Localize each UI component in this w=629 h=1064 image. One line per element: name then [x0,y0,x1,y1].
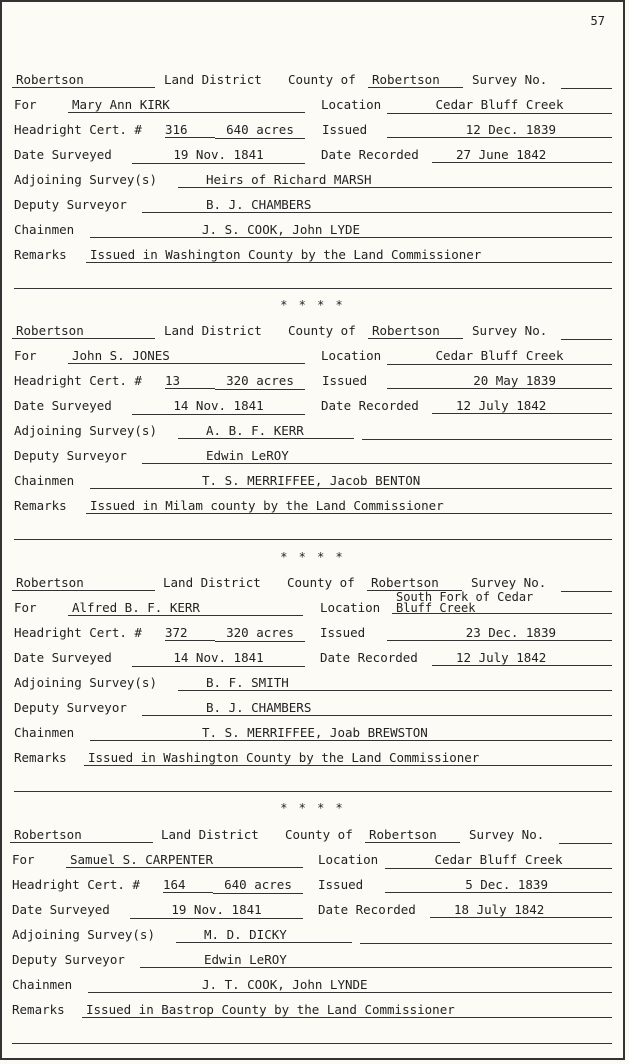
adjoining-field: M. D. DICKY [176,927,352,943]
remarks-continuation-line [14,523,612,540]
remarks-label: Remarks [14,750,67,765]
chainmen-field: J. S. COOK, John LYDE [90,222,612,238]
for-field: Alfred B. F. KERR [68,600,303,616]
headright-label: Headright Cert. # [12,877,140,892]
remarks-field: Issued in Washington County by the Land Commissioner [86,247,612,263]
record-separator: * * * * [280,801,345,815]
chainmen-label: Chainmen [12,977,73,992]
adjoining-field: A. B. F. KERR [178,423,354,439]
date-surveyed-label: Date Surveyed [14,650,112,665]
date-recorded-label: Date Recorded [320,650,418,665]
location-label: Location [320,600,381,615]
remarks-field: Issued in Bastrop County by the Land Commissioner [82,1002,612,1018]
deputy-surveyor-label: Deputy Surveyor [14,448,127,463]
remarks-label: Remarks [14,247,67,262]
chainmen-field: T. S. MERRIFFEE, Joab BREWSTON [90,725,612,741]
issued-label: Issued [322,122,368,137]
survey-no-label: Survey No. [471,575,547,590]
acres-field: 320 acres [215,625,305,642]
date-surveyed-label: Date Surveyed [12,902,110,917]
county-field: Robertson [368,323,463,339]
county-field: Robertson [368,72,463,88]
remarks-label: Remarks [12,1002,65,1017]
page-number: 57 [590,14,605,28]
land-district-label: Land District [164,323,262,338]
headright-label: Headright Cert. # [14,625,142,640]
issued-label: Issued [320,625,366,640]
acres-field: 640 acres [213,877,303,894]
for-label: For [14,348,37,363]
date-surveyed-field: 19 Nov. 1841 [132,147,305,164]
location-label: Location [321,348,382,363]
adjoining-field-continuation [362,423,612,440]
deputy-surveyor-label: Deputy Surveyor [14,197,127,212]
record-separator: * * * * [280,298,345,312]
location-label: Location [318,852,379,867]
issued-label: Issued [318,877,364,892]
chainmen-field: J. T. COOK, John LYNDE [88,977,612,993]
remarks-label: Remarks [14,498,67,513]
location-line-1: South Fork of Cedar [396,590,534,604]
deputy-surveyor-label: Deputy Surveyor [14,700,127,715]
date-surveyed-field: 14 Nov. 1841 [132,398,305,415]
survey-no-field [561,72,612,89]
for-field: John S. JONES [68,348,305,364]
county-of-label: County of [288,323,356,338]
date-surveyed-field: 19 Nov. 1841 [130,902,303,919]
cert-no-field: 372 [165,625,215,641]
date-recorded-label: Date Recorded [321,147,419,162]
survey-no-field [561,575,612,592]
issued-field: 5 Dec. 1839 [385,877,612,893]
adjoining-field-continuation [360,927,612,944]
location-label: Location [321,97,382,112]
deputy-surveyor-field: Edwin LeROY [140,952,612,968]
headright-label: Headright Cert. # [14,122,142,137]
county-of-label: County of [285,827,353,842]
deputy-surveyor-field: Edwin LeROY [142,448,612,464]
survey-no-field [559,827,612,844]
for-label: For [14,97,37,112]
location-field [392,592,612,614]
land-district-label: Land District [163,575,261,590]
remarks-continuation-line [14,775,612,792]
for-field: Samuel S. CARPENTER [66,852,303,868]
location-field: Cedar Bluff Creek [385,852,612,869]
chainmen-label: Chainmen [14,725,75,740]
record-separator: * * * * [280,550,345,564]
for-label: For [14,600,37,615]
date-recorded-label: Date Recorded [321,398,419,413]
for-label: For [12,852,35,867]
cert-no-field: 13 [165,373,215,389]
date-surveyed-label: Date Surveyed [14,398,112,413]
acres-field: 640 acres [215,122,305,139]
district-field: Robertson [10,827,153,843]
remarks-continuation-line [12,1027,612,1044]
chainmen-label: Chainmen [14,222,75,237]
location-field: Cedar Bluff Creek [387,97,612,114]
for-field: Mary Ann KIRK [68,97,305,113]
adjoining-label: Adjoining Survey(s) [14,423,157,438]
remarks-field: Issued in Milam county by the Land Commissioner [86,498,612,514]
land-district-label: Land District [164,72,262,87]
acres-field: 320 acres [215,373,305,390]
issued-label: Issued [322,373,368,388]
survey-no-label: Survey No. [472,72,548,87]
date-recorded-field: 12 July 1842 [432,650,612,666]
date-surveyed-field: 14 Nov. 1841 [132,650,305,667]
county-of-label: County of [287,575,355,590]
adjoining-field: Heirs of Richard MARSH [178,172,612,188]
date-recorded-field: 18 July 1842 [430,902,612,918]
location-line-2: Bluff Creek [396,601,476,615]
issued-field: 20 May 1839 [387,373,612,389]
survey-no-label: Survey No. [469,827,545,842]
survey-no-label: Survey No. [472,323,548,338]
adjoining-label: Adjoining Survey(s) [12,927,155,942]
adjoining-label: Adjoining Survey(s) [14,675,157,690]
survey-no-field [561,323,612,340]
district-field: Robertson [12,323,155,339]
date-surveyed-label: Date Surveyed [14,147,112,162]
date-recorded-field: 12 July 1842 [432,398,612,414]
chainmen-field: T. S. MERRIFFEE, Jacob BENTON [90,473,612,489]
adjoining-label: Adjoining Survey(s) [14,172,157,187]
land-district-label: Land District [161,827,259,842]
cert-no-field: 164 [163,877,213,893]
county-of-label: County of [288,72,356,87]
county-field: Robertson [367,575,462,591]
district-field: Robertson [12,72,155,88]
deputy-surveyor-label: Deputy Surveyor [12,952,125,967]
deputy-surveyor-field: B. J. CHAMBERS [142,700,612,716]
adjoining-field: B. F. SMITH [178,675,612,691]
district-field: Robertson [12,575,155,591]
chainmen-label: Chainmen [14,473,75,488]
remarks-field: Issued in Washington County by the Land Commissioner [84,750,612,766]
date-recorded-field: 27 June 1842 [432,147,612,163]
county-field: Robertson [365,827,460,843]
deputy-surveyor-field: B. J. CHAMBERS [142,197,612,213]
date-recorded-label: Date Recorded [318,902,416,917]
issued-field: 23 Dec. 1839 [387,625,612,641]
remarks-continuation-line [14,272,612,289]
location-field: Cedar Bluff Creek [387,348,612,365]
headright-label: Headright Cert. # [14,373,142,388]
issued-field: 12 Dec. 1839 [387,122,612,138]
cert-no-field: 316 [165,122,215,138]
